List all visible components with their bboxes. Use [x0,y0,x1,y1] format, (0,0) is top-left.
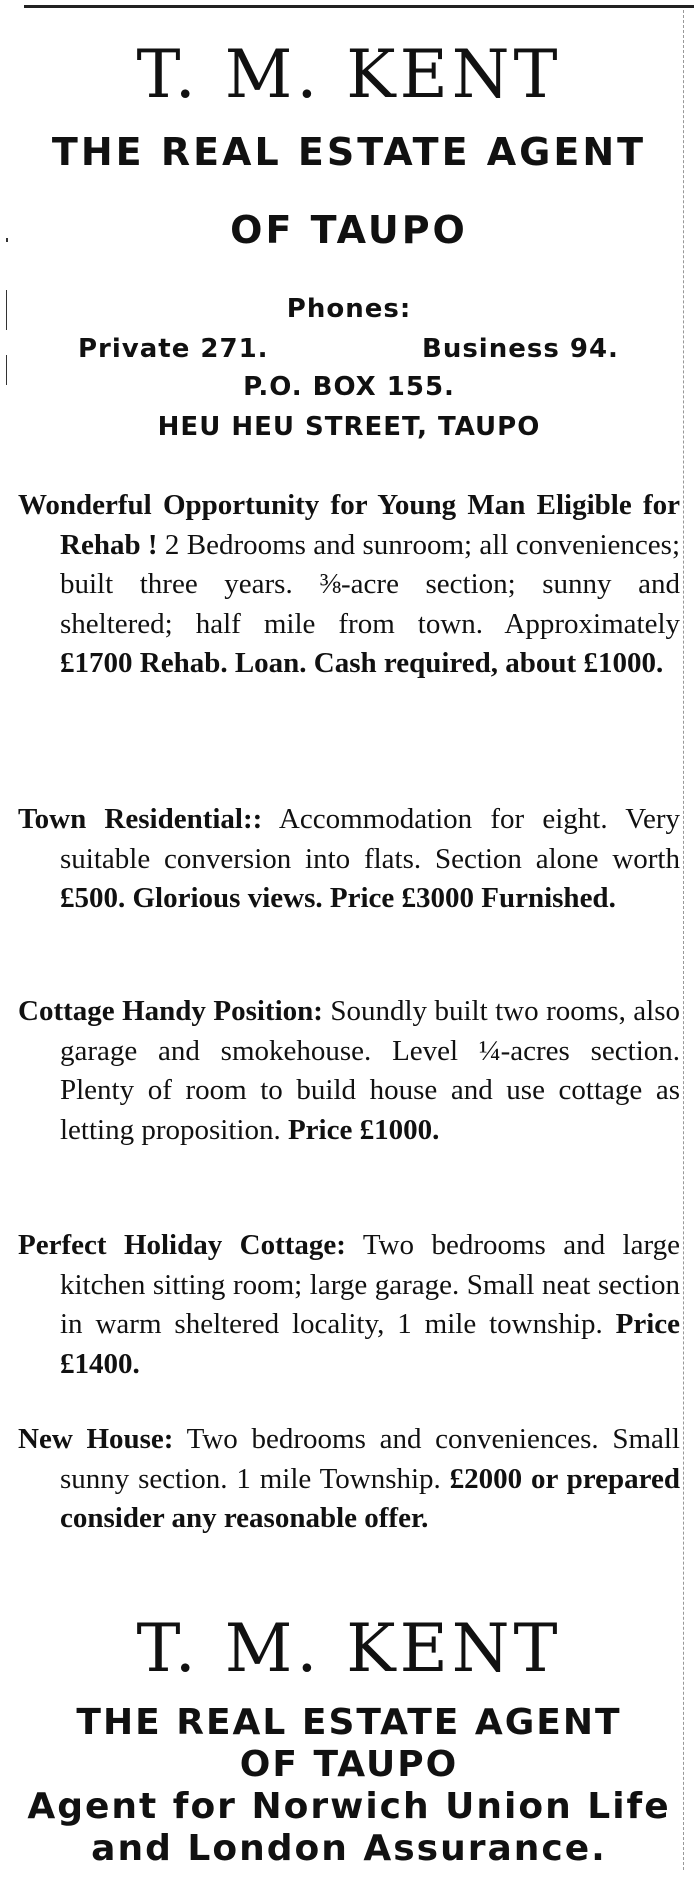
agent-title-line: THE REAL ESTATE AGENT [51,130,647,174]
listing-item [18,1226,680,1384]
listing-item [18,992,680,1150]
listing-body: 2 Bedrooms and sunroom; all conveniences; built three years. ⅜-acre section; sunny and sheltered; half mile from town. Approximately [60,528,681,640]
footer-agent-name: T. M. KENT [136,1610,562,1687]
top-rule [24,5,694,8]
footer-location-line: OF TAUPO [239,1744,459,1785]
footer-title-line: THE REAL ESTATE AGENT [76,1702,622,1743]
listing-title: Perfect Holiday Cottage: [18,1229,346,1261]
footer-insurance-line-2: and London Assurance. [91,1828,607,1869]
listing-price: £1700 Rehab. Loan. Cash required, about £1000. [60,647,664,679]
listing-item [18,800,680,919]
listing-price: £500. Glorious views. Price £3000 Furnished. [60,882,616,914]
po-box: P.O. BOX 155. [243,372,455,402]
street-address: HEU HEU STREET, TAUPO [157,412,541,442]
right-column-rule [683,10,684,1870]
agent-name-heading: T. M. KENT [136,36,562,113]
listing-title: New House: [18,1423,174,1455]
phones-label: Phones: [286,294,412,324]
listing-item [18,486,680,684]
listing-price: Price £1400. [60,1308,680,1380]
business-phone: Business 94. [422,334,619,364]
listing-price: Price £1000. [287,1113,440,1146]
listing-title: Cottage Handy Position: [18,995,323,1027]
listing-item [18,1420,680,1539]
listing-title: Town Residential:: [18,803,263,835]
private-phone: Private 271. [78,334,269,364]
listing-title: Wonderful Opportunity for Young Man Eligible for Rehab ! [18,489,680,561]
listing-price: £2000 or prepared consider any reasonable offer. [60,1462,680,1534]
listing-body: Accommodation for eight. Very suitable conversion into flats. Section alone worth [60,803,680,875]
listing-body: Two bedrooms and conveniences. Small sunny section. 1 mile Township. [60,1423,680,1495]
listing-body: Two bedrooms and large kitchen sitting room; large garage. Small neat section in warm sheltered locality, 1 mile township. [60,1229,680,1340]
listing-body: Soundly built two rooms, also garage and smokehouse. Level ¼-acres section. Plenty of room to build house and use cottage as letting proposition. [60,995,680,1146]
footer-insurance-line: Agent for Norwich Union Life [27,1786,671,1827]
agent-location-line: OF TAUPO [230,208,468,252]
